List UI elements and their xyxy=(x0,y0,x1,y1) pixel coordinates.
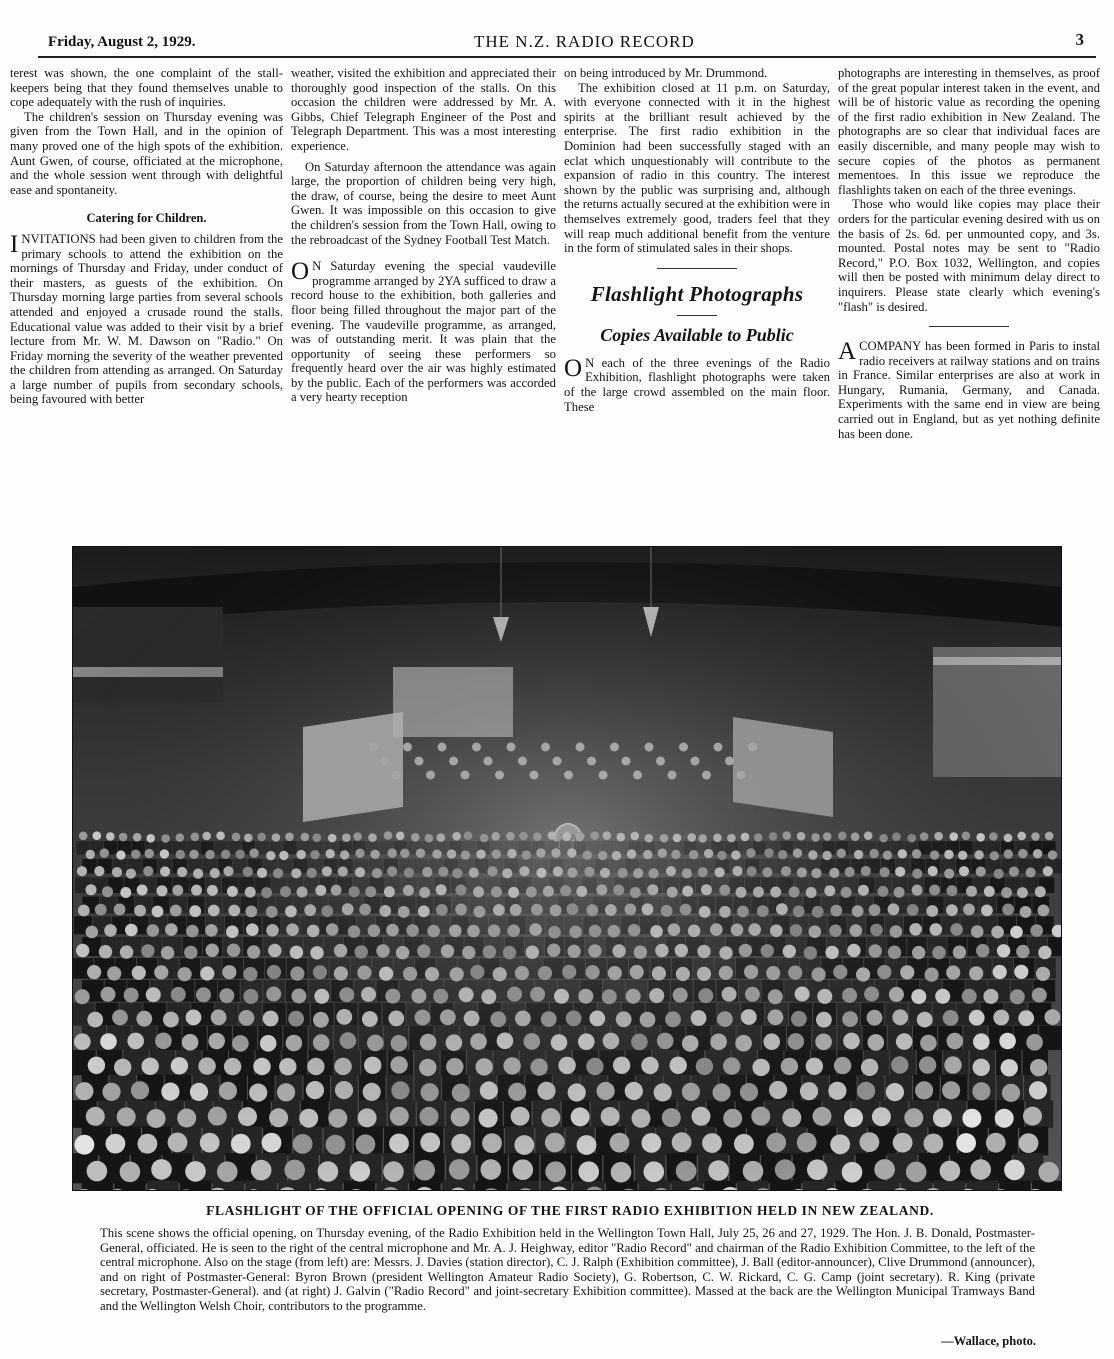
paragraph xyxy=(10,232,283,407)
article-subheadline: Copies Available to Public xyxy=(600,324,794,345)
paragraph-text: NVITATIONS had been given to children from the primary schools to attend the exhibition on the mornings of Thursday and Friday, under conduct of their masters, as guests of the exhibition. On Thursday morning large parties from several schools attended and enjoyed a crusade round the stalls. Educational value was added to their visit by a brief lecture from Mr. W. M. Dawson on "Radio." On Friday morning the severity of the weather prevented the children from attending as arranged. On Saturday a large number of pupils from secondary schools, being favoured with better xyxy=(10,231,283,407)
headline-divider xyxy=(677,315,717,316)
drop-cap: I xyxy=(10,230,19,258)
section-divider xyxy=(929,326,1009,327)
paragraph xyxy=(838,339,1100,441)
page-header xyxy=(38,30,1088,54)
paragraph-text: N Saturday evening the special vaudeville programme arranged by 2YA sufficed to draw a record house to the exhibition, both galleries and floor being filled throughout the major part of the evening. The vaudeville programme, as arranged, was of outstanding merit. It was plain that the opportunity of seeing these performers so frequently heard over the air was highly estimated by the public. Each of the performers was accorded a very hearty reception xyxy=(291,259,556,405)
paragraph: Those who would like copies may place their orders for the particular evening desired with us on the basis of 2s. 6d. per unmounted copy, and 3s. mounted. Postal notes may be sent to "Radio Record," P.O. Box 1032, Wellington, and copies will then be posted with minimum delay direct to inquirers. Please state clearly which evening's "flash" is desired. xyxy=(838,197,1100,314)
paragraph: On Saturday afternoon the attendance was again large, the proportion of children being very high, the draw, of course, being the desire to meet Aunt Gwen. It was impossible on this occasion to give the children's session from the Town Hall, owing to the rebroadcast of the Sydney Football Test Match. xyxy=(291,159,556,247)
paragraph xyxy=(564,356,830,414)
paragraph: The children's session on Thursday evening was given from the Town Hall, and in the opinion of many proved one of the high spots of the exhibition. Aunt Gwen, of course, officiated at the microphone, and the whole session went through with delightful ease and spontaneity. xyxy=(10,109,283,197)
paragraph: terest was shown, the one complaint of the stall-keepers being that they found themselves unable to cope adequately with the rush of inquiries. xyxy=(10,66,283,110)
header-rule xyxy=(38,56,1096,58)
photo-caption-title: FLASHLIGHT OF THE OFFICIAL OPENING OF THE FIRST RADIO EXHIBITION HELD IN NEW ZEALAND. xyxy=(206,1203,934,1218)
crowd-photo-image xyxy=(73,547,1062,1191)
paragraph: on being introduced by Mr. Drummond. xyxy=(564,66,768,80)
exhibition-photograph xyxy=(72,546,1062,1191)
masthead: THE N.Z. RADIO RECORD xyxy=(474,32,695,51)
paragraph-text: N each of the three evenings of the Radio Exhibition, flashlight photographs were taken of the large crowd assembled on the main floor. These xyxy=(564,355,830,414)
drop-cap: A xyxy=(838,338,857,366)
section-divider xyxy=(657,268,737,269)
subheading: Catering for Children. xyxy=(86,211,207,226)
issue-date: Friday, August 2, 1929. xyxy=(48,34,196,50)
column-1 xyxy=(10,66,283,407)
column-2 xyxy=(291,66,556,405)
column-3 xyxy=(564,66,830,414)
column-4 xyxy=(838,66,1100,441)
paragraph-text: COMPANY has been formed in Paris to instal radio receivers at railway stations and on trains in France. Similar enterprises are also at work in Hungary, Rumania, Germany, and Canada. Experiments with the same end in view are being carried out in England, but as yet nothing definite has been done. xyxy=(838,339,1100,441)
paragraph: The exhibition closed at 11 p.m. on Saturday, with everyone connected with it in the highest spirits at the brilliant result achieved by the enterprise. The first radio exhibition in the Dominion had been successfully staged with an eclat which unquestionably will contribute to the expansion of radio in this country. The interest shown by the public was surprising and, although the returns actually secured at the exhibition were in themselves extremely good, traders feel that they will reap much additional benefit from the venture in the form of stimulated sales in their shops. xyxy=(564,80,830,256)
paragraph: weather, visited the exhibition and appreciated their thoroughly good inspection of the stalls. On this occasion the children were addressed by Mr. A. Gibbs, Chief Telegraph Engineer of the Post and Telegraph Department. This was a most interesting experience. xyxy=(291,66,556,153)
flash-glow xyxy=(73,547,1062,1191)
article-headline: Flashlight Photographs xyxy=(590,281,804,306)
drop-cap: O xyxy=(564,354,583,382)
paragraph: photographs are interesting in themselves, as proof of the great popular interest taken in the event, and will be of historic value as recording the opening of the first radio exhibition in New Zealand. The photographs are so clear that individual faces are easily discernible, and many people may wish to secure copies of the photos as permanent mementoes. In this issue we reproduce the flashlights taken on each of the three evenings. xyxy=(838,66,1100,197)
page-number: 3 xyxy=(1075,30,1084,49)
drop-cap: O xyxy=(291,258,310,286)
paragraph xyxy=(291,259,556,405)
photo-caption: This scene shows the official opening, on Thursday evening, of the Radio Exhibition held in the Wellington Town Hall, July 25, 26 and 27, 1929. The Hon. J. B. Donald, Postmaster-General, officiated. He is seen to the right of the central microphone and Mr. A. J. Heighway, editor "Radio Record" and chairman of the Radio Exhibition Committee, to the left of the central microphone. Also on the stage (from left) are: Messrs. J. Davies (station director), C. J. Ralph (Exhibition committee), J. Ball (editor-announcer), Clive Drummond (announcer), and on right of Postmaster-General: Byron Brown (president Wellington Amateur Radio Society), G. Robertson, C. W. Rickard, C. G. Camp (joint secretary). R. King (private secretary, Postmaster-General). and (at right) J. Galvin ("Radio Record" and joint-secretary Exhibition committee). Massed at the back are the Wellington Municipal Tramways Band and the Wellington Welsh Choir, contributors to the programme. xyxy=(100,1226,1035,1313)
photo-credit: —Wallace, photo. xyxy=(941,1334,1036,1348)
